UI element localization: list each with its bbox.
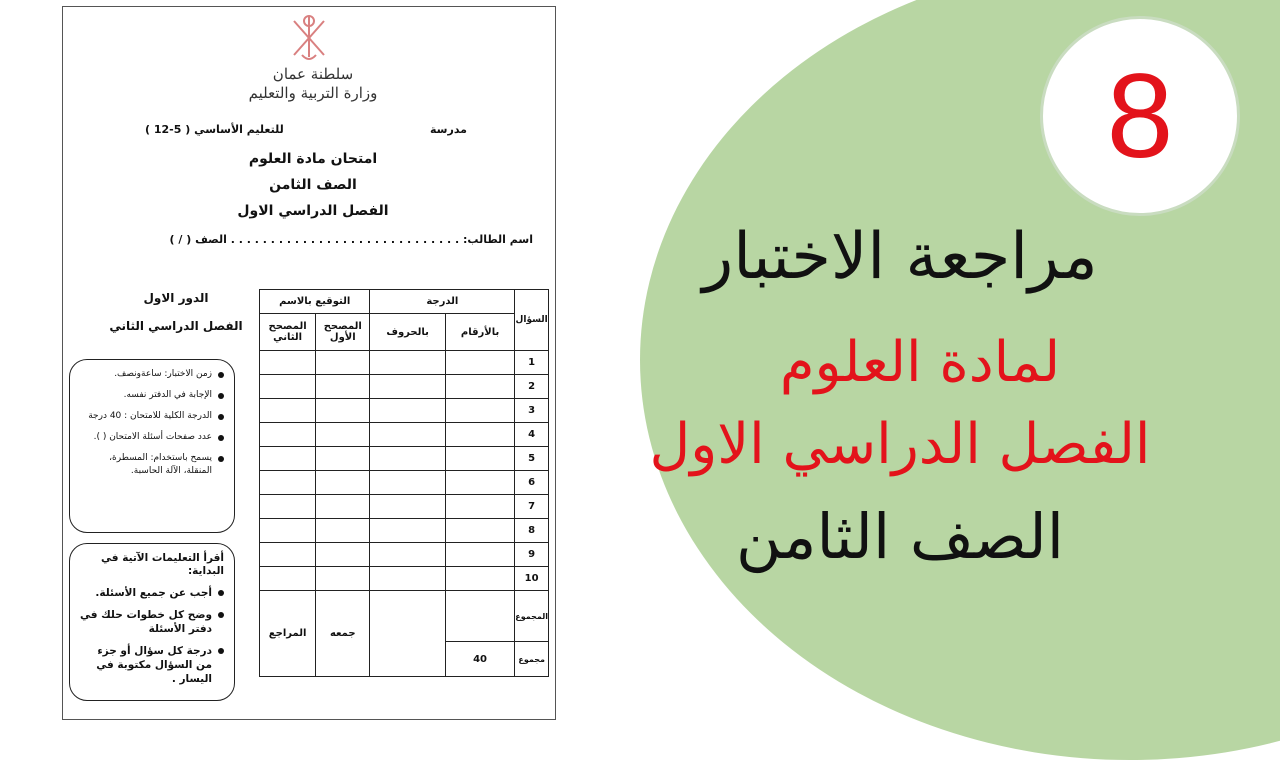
student-name-dots: . . . . . . . . . . . . . . . . . . . . . . . . . . . . . — [230, 233, 460, 246]
table-row — [260, 567, 549, 591]
semester2-label: الفصل الدراسي الثاني — [109, 319, 243, 333]
grade-header: الدرجة — [370, 290, 515, 314]
row-number: 9 — [515, 543, 549, 567]
table-row — [260, 447, 549, 471]
semester-title: الفصل الدراسي الاول — [237, 203, 389, 219]
row-number: 2 — [515, 375, 549, 399]
title-grade: الصف الثامن — [736, 500, 1064, 573]
ministry-line-2: وزارة التربية والتعليم — [248, 84, 378, 102]
instructions-box — [69, 543, 235, 701]
student-name-label: اسم الطالب: — [463, 233, 533, 246]
grade-title: الصف الثامن — [269, 177, 357, 193]
instruction-item: درجة كل سؤال أو جزء من السؤال مكتوبة في اليسار . — [80, 644, 224, 686]
table-row — [260, 543, 549, 567]
round-label: الدور الاول — [143, 291, 209, 305]
student-name-line — [93, 233, 533, 246]
total-label: المجموع — [515, 591, 549, 642]
class-value: ( / ) — [169, 233, 192, 246]
digits-header: بالأرقام — [445, 314, 514, 351]
letters-header: بالحروف — [370, 314, 445, 351]
row-number: 4 — [515, 423, 549, 447]
class-label: الصف — [195, 233, 227, 246]
corrector2-header: المصحح الثاني — [260, 314, 316, 351]
signature-header: التوقيع بالاسم — [260, 290, 370, 314]
table-row — [260, 399, 549, 423]
table-row — [260, 495, 549, 519]
number-badge — [1040, 16, 1240, 216]
table-row — [260, 471, 549, 495]
title-subject: لمادة العلوم — [779, 330, 1061, 395]
grand-total-value: 40 — [445, 642, 514, 677]
corrector1-header: المصحح الأول — [316, 314, 370, 351]
grand-total-label: مجموع — [515, 642, 549, 677]
title-review: مراجعة الاختبار — [702, 220, 1098, 294]
row-number: 7 — [515, 495, 549, 519]
collector-label: جمعه — [316, 591, 370, 677]
reviewer-label: المراجع — [260, 591, 316, 677]
exam-info-box — [69, 359, 235, 533]
exam-title: امتحان مادة العلوم — [248, 151, 378, 167]
school-label: مدرسة — [430, 123, 467, 136]
row-number: 10 — [515, 567, 549, 591]
row-number: 5 — [515, 447, 549, 471]
title-semester: الفصل الدراسي الاول — [649, 412, 1151, 477]
instructions-title: أقرأ التعليمات الآتية في البداية: — [101, 552, 224, 577]
row-number: 3 — [515, 399, 549, 423]
info-item: الإجابة في الدفتر نفسه. — [80, 389, 224, 402]
question-header: السؤال — [515, 290, 549, 351]
row-number: 6 — [515, 471, 549, 495]
number-badge-text: 8 — [1106, 49, 1174, 183]
table-row — [260, 423, 549, 447]
info-item: يسمح باستخدام: المسطرة، المنقلة، الآلة الحاسبة. — [80, 452, 224, 478]
row-number: 8 — [515, 519, 549, 543]
table-row — [260, 351, 549, 375]
info-item: عدد صفحات أسئلة الامتحان ( ). — [80, 431, 224, 444]
basic-education-label: للتعليم الأساسي ( 5-12 ) — [145, 123, 284, 136]
exam-paper — [62, 6, 556, 720]
instruction-item: وضح كل خطوات حلك في دفتر الأسئلة — [80, 608, 224, 636]
table-row — [260, 375, 549, 399]
table-row — [260, 519, 549, 543]
info-item: زمن الاختبار: ساعةونصف. — [80, 368, 224, 381]
info-item: الدرجة الكلية للامتحان : 40 درجة — [80, 410, 224, 423]
ministry-line-1: سلطنة عمان — [272, 65, 354, 83]
instruction-item: أجب عن جميع الأسئلة. — [80, 586, 224, 600]
ministry-logo-text — [233, 65, 393, 103]
oman-emblem-icon — [288, 11, 330, 67]
row-number: 1 — [515, 351, 549, 375]
grade-table — [259, 289, 549, 677]
